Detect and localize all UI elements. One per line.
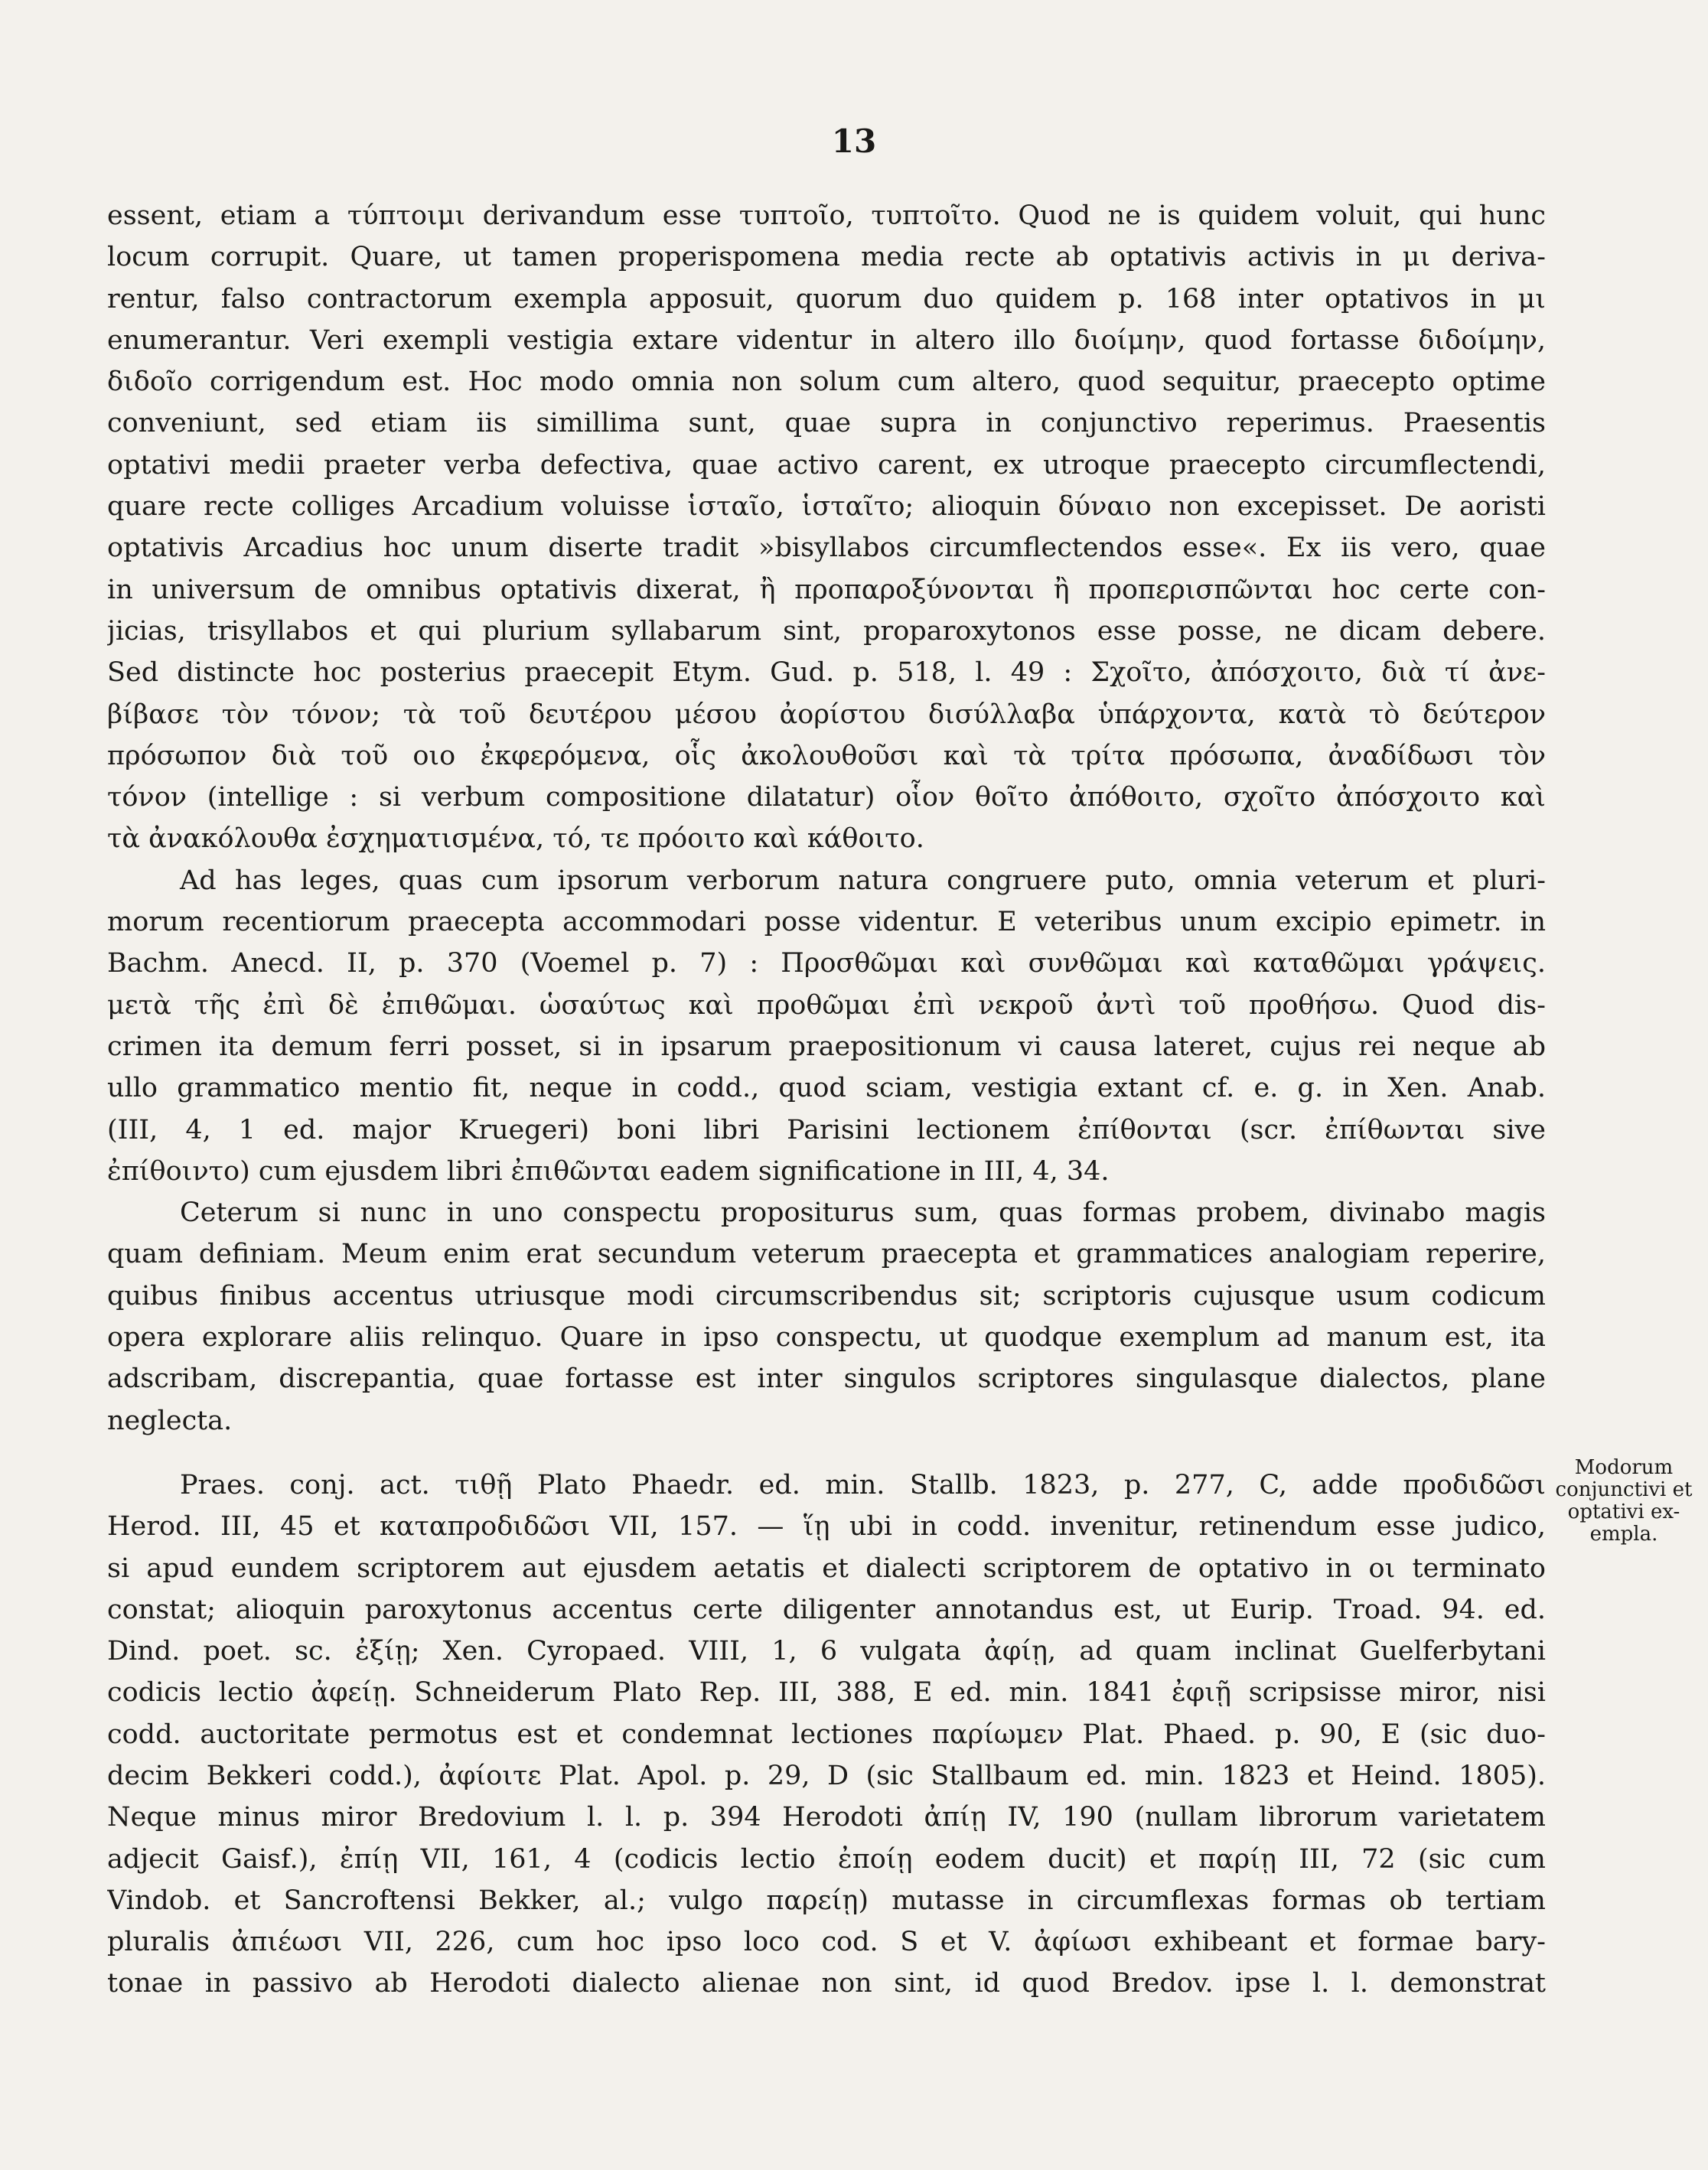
text-line: Ceterum si nunc in uno conspectu propositurus sum, quas formas probem, divinabo magis <box>180 1197 1546 1229</box>
text-line: constat; alioquin paroxytonus accentus certe diligenter annotandus est, ut Eurip. Troad. 94. ed. <box>107 1594 1546 1625</box>
page-number: 13 <box>831 122 877 160</box>
text-line: quare recte colliges Arcadium voluisse ἱσταῖο, ἱσταῖτο; alioquin δύναιο non excepisset. De aoristi <box>107 491 1546 523</box>
text-line: opera explorare aliis relinquo. Quare in ipso conspectu, ut quodque exemplum ad manum est, ita <box>107 1322 1546 1354</box>
text-line: τὰ ἀνακόλουθα ἐσχηματισμένα, τό, τε πρόοιτο καὶ κάθοιτο. <box>107 823 924 855</box>
paragraph-2 <box>107 860 1546 1192</box>
text-line: optativis Arcadius hoc unum diserte tradit »bisyllabos circumflectendos esse«. Ex iis vero, quae <box>107 533 1546 564</box>
paragraph-4 <box>107 1465 1546 2005</box>
text-line: crimen ita demum ferri posset, si in ipsarum praepositionum vi causa lateret, cujus rei neque ab <box>107 1031 1546 1062</box>
text-line: adscribam, discrepantia, quae fortasse est inter singulos scriptores singulasque dialectos, plane <box>107 1364 1546 1395</box>
text-line: optativi medii praeter verba defectiva, quae activo carent, ex utroque praecepto circumflectendi, <box>107 449 1546 481</box>
text-line: in universum de omnibus optativis dixerat, ἢ προπαροξύνονται ἢ προπερισπῶνται hoc certe con- <box>107 574 1546 605</box>
text-line: tonae in passivo ab Herodoti dialecto alienae non sint, id quod Bredov. ipse l. l. demonstrat <box>107 1968 1546 1999</box>
paragraph-1 <box>107 195 1546 860</box>
text-line: codd. auctoritate permotus est et condemnat lectiones παρίωμεν Plat. Phaed. p. 90, E (sic duo- <box>107 1719 1546 1750</box>
margin-note-line: Modorum <box>1574 1456 1674 1479</box>
text-line: ullo grammatico mentio fit, neque in codd., quod sciam, vestigia extant cf. e. g. in Xen. Anab. <box>107 1073 1546 1104</box>
text-line: essent, etiam a τύπτοιμι derivandum esse τυπτοῖο, τυπτοῖτο. Quod ne is quidem voluit, qui hunc <box>107 200 1546 231</box>
text-line: codicis lectio ἀφείῃ. Schneiderum Plato Rep. III, 388, E ed. min. 1841 ἐφιῇ scripsisse miror, nisi <box>107 1677 1546 1709</box>
margin-note-line: conjunctivi et <box>1555 1478 1693 1501</box>
margin-note <box>1555 1457 1693 1546</box>
text-line: decim Bekkeri codd.), ἀφίοιτε Plat. Apol. p. 29, D (sic Stallbaum ed. min. 1823 et Heind. 1805). <box>107 1760 1546 1791</box>
paragraph-gap <box>107 1442 1546 1465</box>
text-line: μετὰ τῆς ἐπὶ δὲ ἐπιθῶμαι. ὡσαύτως καὶ προθῶμαι ἐπὶ νεκροῦ ἀντὶ τοῦ προθήσω. Quod dis- <box>107 989 1546 1021</box>
text-line: (III, 4, 1 ed. major Kruegeri) boni libri Parisini lectionem ἐπίθονται (scr. ἐπίθωνται sive <box>107 1114 1546 1145</box>
text-line: Sed distincte hoc posterius praecepit Etym. Gud. p. 518, l. 49 : Σχοῖτο, ἀπόσχοιτο, διὰ τί ἀνε- <box>107 657 1546 689</box>
text-line: jicias, trisyllabos et qui plurium syllabarum sint, proparoxytonos esse posse, ne dicam debere. <box>107 615 1546 647</box>
text-line: πρόσωπον διὰ τοῦ οιο ἐκφερόμενα, οἷς ἀκολουθοῦσι καὶ τὰ τρίτα πρόσωπα, ἀναδίδωσι τὸν <box>107 740 1546 771</box>
text-line: quam definiam. Meum enim erat secundum veterum praecepta et grammatices analogiam reperire, <box>107 1239 1546 1270</box>
text-line: si apud eundem scriptorem aut ejusdem aetatis et dialecti scriptorem de optativo in οι terminato <box>107 1553 1546 1584</box>
text-line: rentur, falso contractorum exempla apposuit, quorum duo quidem p. 168 inter optativos in μι <box>107 283 1546 314</box>
text-line: morum recentiorum praecepta accommodari posse videntur. E veteribus unum excipio epimetr. in <box>107 907 1546 938</box>
text-line: locum corrupit. Quare, ut tamen properispomena media recte ab optativis activis in μι deriva- <box>107 242 1546 273</box>
text-line: ἐπίθοιντο) cum ejusdem libri ἐπιθῶνται eadem significatione in III, 4, 34. <box>107 1155 1110 1187</box>
body-text <box>107 195 1546 2005</box>
text-line: Vindob. et Sancroftensi Bekker, al.; vulgo παρείῃ) mutasse in circumflexas formas ob tertiam <box>107 1885 1546 1916</box>
text-line: pluralis ἀπιέωσι VII, 226, cum hoc ipso loco cod. S et V. ἀφίωσι exhibeant et formae bary- <box>107 1927 1546 1958</box>
text-line: Dind. poet. sc. ἐξίῃ; Xen. Cyropaed. VIII, 1, 6 vulgata ἀφίῃ, ad quam inclinat Guelferbytani <box>107 1636 1546 1667</box>
text-line: Neque minus miror Bredovium l. l. p. 394 Herodoti ἀπίῃ IV, 190 (nullam librorum varietatem <box>107 1802 1546 1833</box>
paragraph-3 <box>107 1192 1546 1442</box>
margin-note-line: empla. <box>1589 1523 1658 1546</box>
text-line: neglecta. <box>107 1405 233 1436</box>
text-line: Praes. conj. act. τιθῇ Plato Phaedr. ed. min. Stallb. 1823, p. 277, C, adde προδιδῶσι <box>180 1469 1546 1500</box>
text-line: Herod. III, 45 et καταπροδιδῶσι VII, 157. — ἵῃ ubi in codd. invenitur, retinendum esse judico, <box>107 1511 1546 1543</box>
text-line: enumerantur. Veri exempli vestigia extare videntur in altero illo διοίμην, quod fortasse διδοίμην, <box>107 324 1546 356</box>
margin-note-line: optativi ex- <box>1567 1500 1680 1523</box>
text-line: conveniunt, sed etiam iis simillima sunt, quae supra in conjunctivo reperimus. Praesentis <box>107 408 1546 439</box>
text-line: τόνον (intellige : si verbum compositione dilatatur) οἷον θοῖτο ἀπόθοιτο, σχοῖτο ἀπόσχοιτο καὶ <box>107 782 1546 813</box>
text-line: διδοῖο corrigendum est. Hoc modo omnia non solum cum altero, quod sequitur, praecepto optime <box>107 367 1546 398</box>
text-line: βίβασε τὸν τόνον; τὰ τοῦ δευτέρου μέσου ἀορίστου δισύλλαβα ὑπάρχοντα, κατὰ τὸ δεύτερον <box>107 699 1546 730</box>
text-line: adjecit Gaisf.), ἐπίῃ VII, 161, 4 (codicis lectio ἐποίῃ eodem ducit) et παρίῃ III, 72 (sic cum <box>107 1843 1546 1875</box>
text-line: Bachm. Anecd. II, p. 370 (Voemel p. 7) : Προσθῶμαι καὶ συνθῶμαι καὶ καταθῶμαι γράψεις. <box>107 948 1546 979</box>
text-line: Ad has leges, quas cum ipsorum verborum natura congruere puto, omnia veterum et pluri- <box>180 865 1546 896</box>
text-line: quibus finibus accentus utriusque modi circumscribendus sit; scriptoris cujusque usum codicum <box>107 1280 1546 1311</box>
